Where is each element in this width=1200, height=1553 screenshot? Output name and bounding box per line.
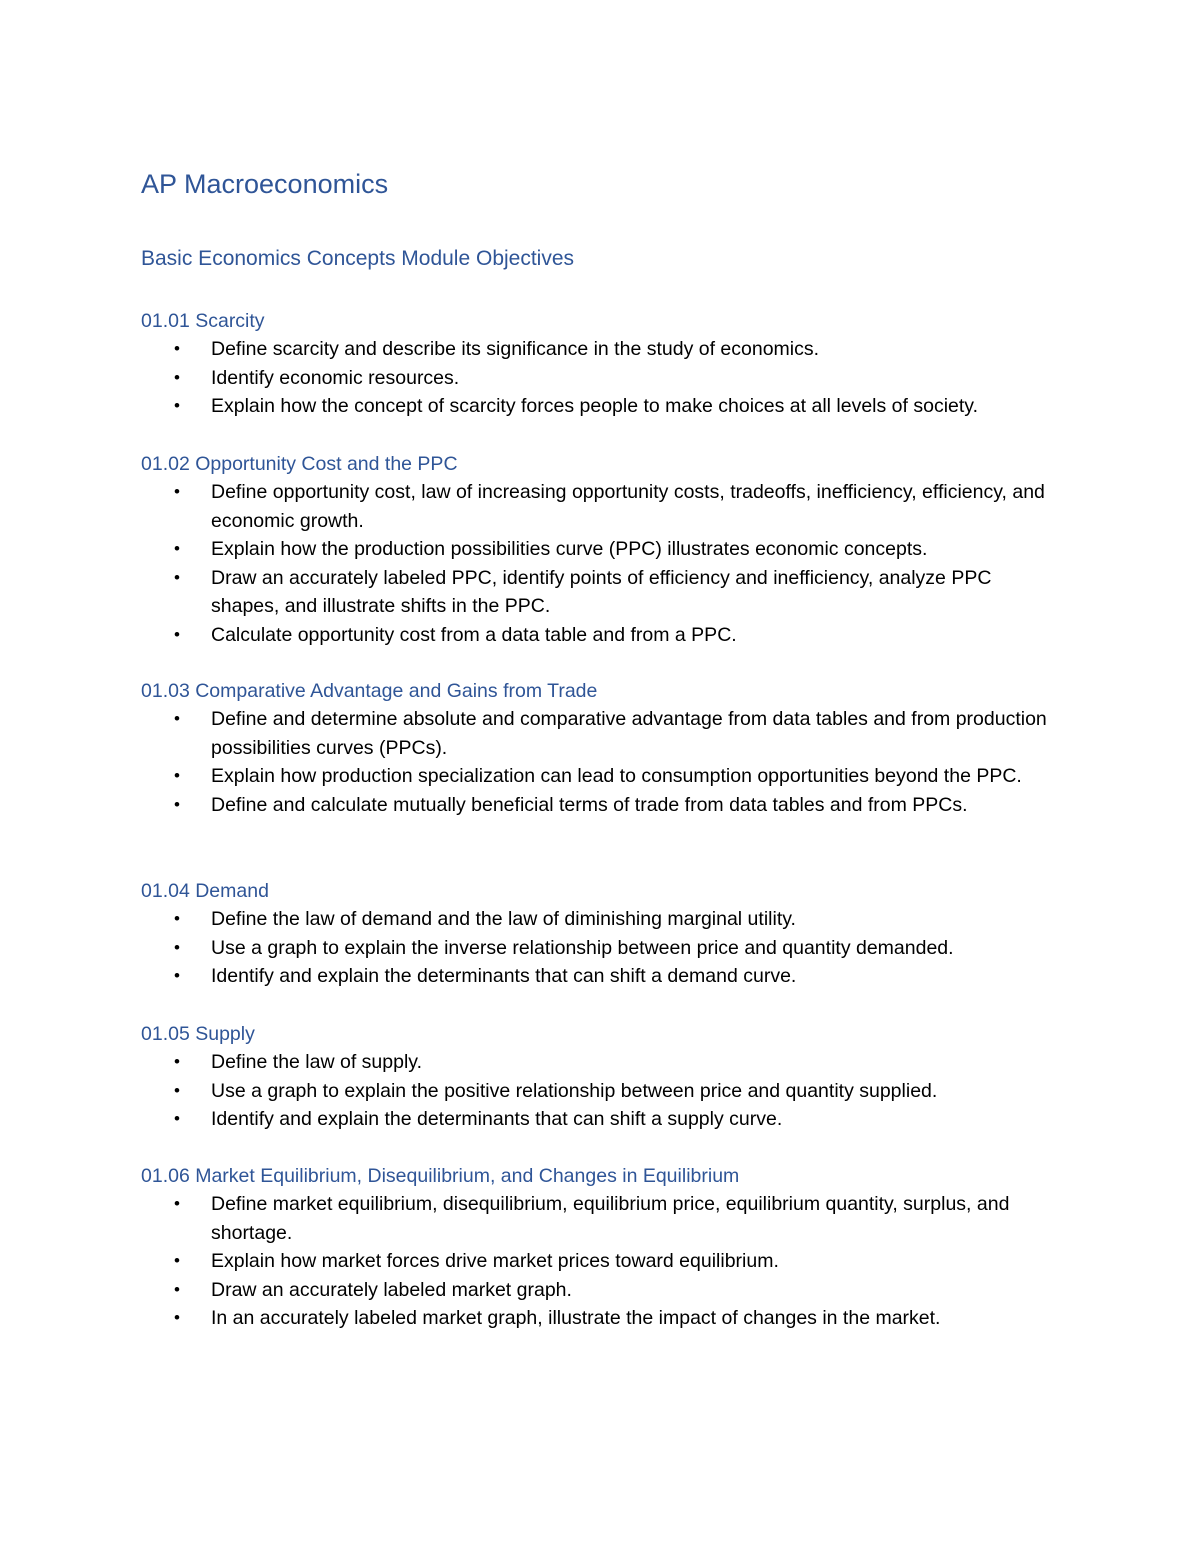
bullet-icon: • (174, 367, 180, 387)
objective-item (141, 1247, 1051, 1276)
bullet-icon: • (174, 482, 180, 501)
bullet-icon: • (174, 1308, 180, 1328)
objective-text: Draw an accurately labeled market graph. (211, 1278, 572, 1301)
objective-list (141, 705, 1101, 819)
bullet-icon: • (174, 1279, 180, 1299)
objective-item (141, 1276, 1051, 1305)
objective-item (141, 335, 1051, 364)
objective-item (141, 478, 1051, 535)
objective-item (141, 934, 1051, 963)
objective-text: Explain how the concept of scarcity forces people to make choices at all levels of society. (211, 395, 979, 418)
bullet-icon: • (174, 766, 180, 786)
objective-text: Draw an accurately labeled PPC, identify points of efficiency and inefficiency, analyze PPC shapes, and illustrate shifts in the PPC. (211, 566, 992, 618)
bullet-icon: • (174, 1052, 180, 1071)
objective-item (141, 1077, 1051, 1106)
bullet-icon: • (174, 1251, 180, 1271)
document-subtitle: Basic Economics Concepts Module Objectives (141, 247, 575, 270)
bullet-icon: • (174, 909, 180, 928)
objective-list (141, 1048, 1101, 1134)
bullet-icon: • (174, 624, 180, 644)
objective-item (141, 1304, 1051, 1333)
objective-text: Explain how the production possibilities curve (PPC) illustrates economic concepts. (211, 538, 928, 561)
objective-text: Define opportunity cost, law of increasing opportunity costs, tradeoffs, inefficiency, efficiency, and economic growth. (211, 481, 1045, 532)
objective-item (141, 392, 1051, 421)
bullet-icon: • (174, 396, 180, 416)
objective-list (141, 335, 1101, 421)
objective-text: Identify and explain the determinants that can shift a demand curve. (211, 965, 797, 988)
section-heading: 01.01 Scarcity (141, 310, 265, 332)
section-heading: 01.02 Opportunity Cost and the PPC (141, 453, 458, 475)
objective-item (141, 364, 1051, 393)
bullet-icon: • (174, 794, 180, 814)
objective-item (141, 791, 1051, 820)
objective-item (141, 1190, 1051, 1247)
objective-item (141, 535, 1051, 564)
bullet-icon: • (174, 339, 180, 358)
bullet-icon: • (174, 966, 180, 986)
objective-item (141, 564, 1051, 621)
objective-text: Calculate opportunity cost from a data table and from a PPC. (211, 623, 737, 646)
objective-text: In an accurately labeled market graph, illustrate the impact of changes in the market. (211, 1307, 941, 1330)
bullet-icon: • (174, 937, 180, 957)
bullet-icon: • (174, 709, 180, 728)
objective-list (141, 1190, 1101, 1333)
bullet-icon: • (174, 1109, 180, 1129)
document-title: AP Macroeconomics (141, 169, 389, 199)
objective-text: Define and determine absolute and comparative advantage from data tables and from production possibilities curves (PPCs). (211, 708, 1047, 759)
section-scarcity (141, 307, 1101, 421)
section-supply (141, 1020, 1101, 1134)
objective-item (141, 705, 1051, 762)
section-heading: 01.05 Supply (141, 1023, 255, 1045)
objective-text: Use a graph to explain the positive relationship between price and quantity supplied. (211, 1079, 938, 1102)
section-demand (141, 877, 1101, 991)
objective-text: Define scarcity and describe its significance in the study of economics. (211, 338, 820, 360)
objective-list (141, 905, 1101, 991)
objective-item (141, 905, 1051, 934)
objective-text: Explain how production specialization can lead to consumption opportunities beyond the PPC. (211, 765, 1022, 788)
objective-item (141, 1105, 1051, 1134)
section-heading: 01.03 Comparative Advantage and Gains from Trade (141, 680, 598, 702)
objective-item (141, 621, 1051, 650)
bullet-icon: • (174, 539, 180, 559)
bullet-icon: • (174, 1080, 180, 1100)
objective-text: Define and calculate mutually beneficial terms of trade from data tables and from PPCs. (211, 793, 968, 816)
objective-text: Identify and explain the determinants that can shift a supply curve. (211, 1108, 783, 1131)
section-comparative-advantage (141, 677, 1101, 819)
objective-text: Identify economic resources. (211, 366, 460, 389)
objective-item (141, 1048, 1051, 1077)
objective-text: Define market equilibrium, disequilibrium, equilibrium price, equilibrium quantity, surplus, and shortage. (211, 1193, 1010, 1244)
objective-text: Define the law of supply. (211, 1051, 423, 1073)
section-opportunity-cost (141, 450, 1101, 650)
bullet-icon: • (174, 567, 180, 587)
objective-list (141, 478, 1101, 650)
objective-text: Define the law of demand and the law of diminishing marginal utility. (211, 908, 796, 930)
objective-text: Use a graph to explain the inverse relationship between price and quantity demanded. (211, 936, 954, 959)
bullet-icon: • (174, 1194, 180, 1213)
section-heading: 01.04 Demand (141, 880, 269, 902)
objective-item (141, 962, 1051, 991)
objective-text: Explain how market forces drive market prices toward equilibrium. (211, 1250, 779, 1273)
section-market-equilibrium (141, 1162, 1101, 1333)
objective-item (141, 762, 1051, 791)
section-heading: 01.06 Market Equilibrium, Disequilibrium, and Changes in Equilibrium (141, 1165, 740, 1187)
